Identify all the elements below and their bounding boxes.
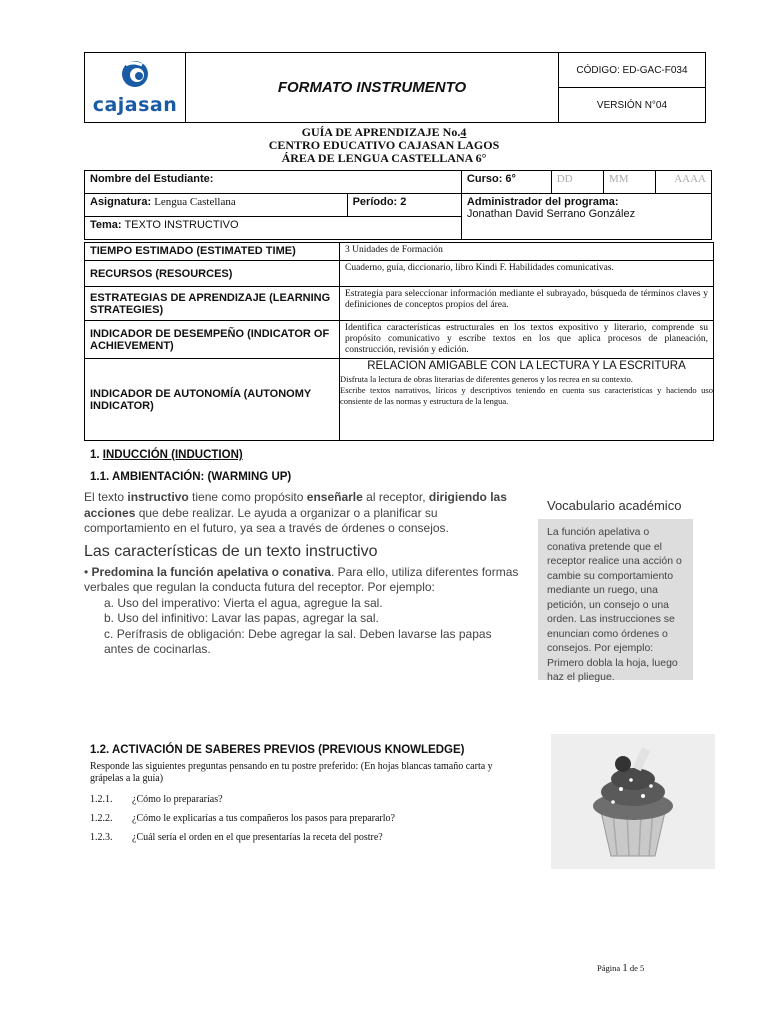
subject-value: Lengua Castellana [154, 196, 236, 208]
topic-cell [85, 217, 462, 240]
guide-title [0, 126, 768, 139]
code-label: CÓDIGO: ED-GAC-F034 [559, 53, 706, 88]
subject-label: Asignatura: [90, 196, 152, 208]
version-label: VERSIÓN N°04 [559, 88, 706, 123]
page-current: 1 [622, 962, 628, 974]
question-2: 1.2.2. ¿Cómo le explicarías a tus compañeros los pasos para prepararlo? [90, 813, 395, 824]
induction-number: 1. [90, 449, 100, 461]
guide-info-table [84, 242, 714, 441]
strategies-label: ESTRATEGIAS DE APRENDIZAJE (LEARNING STRATEGIES) [85, 287, 340, 321]
strategies-value: Estrategia para seleccionar información mediante el subrayado, búsqueda de términos claves y definiciones de conceptos propios del área. [340, 287, 714, 321]
textbook-heading: Las características de un texto instructivo [84, 542, 378, 560]
textbook-bullet: • Predomina la función apelativa o conativa. Para ello, utiliza diferentes formas verbales que regulan la conducta futura del receptor. Por ejemplo: [84, 564, 519, 594]
resources-label: RECURSOS (RESOURCES) [85, 261, 340, 287]
document-header [84, 52, 706, 123]
vocabulary-body: La función apelativa o conativa pretende que el receptor realice una acción o cambie su comportamiento mediante un ruego, una petición, un consejo o una orden. Las instrucciones se enuncian como órdenes o consejos. Por ejemplo: Primero dobla la hoja, luego haz el pliegue. [547, 526, 682, 683]
page-total: de 5 [629, 963, 645, 973]
year-field[interactable]: AAAA [656, 171, 712, 194]
autonomy-heading: RELACION AMIGABLE CON LA LECTURA Y LA ESCRITURA [367, 360, 686, 372]
resources-value: Cuaderno, guía, diccionario, libro Kindi F. Habilidades comunicativas. [340, 261, 714, 287]
question-1: 1.2.1. ¿Cómo lo prepararías? [90, 794, 223, 805]
autonomy-cell [340, 359, 714, 441]
guide-title-text: GUÍA DE APRENDIZAJE No. [301, 125, 461, 139]
admin-cell [461, 194, 711, 240]
vocabulary-box [538, 494, 693, 683]
logo-cell [85, 53, 186, 123]
period-label: Período: 2 [347, 194, 461, 217]
topic-label: Tema: [90, 219, 122, 231]
vocabulary-title: Vocabulario académico [538, 494, 693, 519]
guide-number: 4 [460, 125, 467, 139]
autonomy-line-1: Disfruta la lectura de obras literarias de diferentes generos y los recrea en su contexto. [340, 374, 633, 384]
cupcake-icon [551, 734, 715, 869]
question-3: 1.2.3. ¿Cuál sería el orden en el que presentarías la receta del postre? [90, 832, 383, 843]
activation-instructions: Responde las siguientes preguntas pensando en tu postre preferido: (En hojas blancas tamaño carta y grápelas a la guía) [90, 761, 493, 784]
school-name: CENTRO EDUCATIVO CAJASAN LAGOS [268, 138, 500, 152]
cajasan-swirl-icon [117, 59, 153, 89]
performance-value: Identifica características estructurales en los textos expositivo y literario, comprende su propósito comunicativo y escribe textos en los que aplica procesos de planeación, construcción, revisión y edición. [340, 321, 714, 359]
warming-heading: 1.1. AMBIENTACIÓN: (WARMING UP) [90, 471, 292, 483]
student-name-label: Nombre del Estudiante: [85, 171, 462, 194]
induction-heading [90, 449, 243, 461]
student-info-table [84, 170, 712, 240]
performance-label: INDICADOR DE DESEMPEÑO (INDICATOR OF ACHIEVEMENT) [85, 321, 340, 359]
cupcake-image [551, 734, 715, 869]
time-value: 3 Unidades de Formación [340, 243, 714, 261]
induction-title: INDUCCIÓN (INDUCTION) [102, 449, 243, 461]
cajasan-logo [85, 59, 185, 116]
month-field[interactable]: MM [603, 171, 655, 194]
format-title: FORMATO INSTRUMENTO [186, 53, 559, 123]
textbook-item-c: c. Perífrasis de obligación: Debe agregar la sal. Deben lavarse las papas antes de cocinarlas. [104, 626, 492, 656]
topic-value: TEXTO INSTRUCTIVO [124, 219, 239, 231]
day-field[interactable]: DD [551, 171, 603, 194]
textbook-excerpt [84, 490, 519, 682]
area-name: ÁREA DE LENGUA CASTELLANA 6° [281, 151, 487, 165]
textbook-intro: El texto instructivo tiene como propósito enseñarle al receptor, dirigiendo las acciones que debe realizar. Le ayuda a organizar o a planificar su comportamiento en el futuro, ya sea a través de órdenes o consejos. [84, 490, 507, 535]
admin-label: Administrador del programa: [466, 196, 619, 208]
course-label: Curso: 6° [461, 171, 551, 194]
autonomy-label: INDICADOR DE AUTONOMÍA (AUTONOMY INDICATOR) [85, 359, 340, 441]
subject-cell [85, 194, 348, 217]
admin-value: Jonathan David Serrano González [466, 208, 636, 220]
logo-text: cajasan [92, 94, 178, 116]
textbook-item-a: a. Uso del imperativo: Vierta el agua, agregue la sal. [104, 595, 383, 610]
textbook-item-b: b. Uso del infinitivo: Lavar las papas, agregar la sal. [104, 611, 379, 625]
page-number [597, 962, 644, 974]
activation-heading: 1.2. ACTIVACIÓN DE SABERES PREVIOS (PREVIOUS KNOWLEDGE) [90, 744, 465, 756]
page-word: Página [597, 963, 621, 973]
time-label: TIEMPO ESTIMADO (ESTIMATED TIME) [85, 243, 340, 261]
autonomy-line-2: Escribe textos narrativos, líricos y descriptivos teniendo en cuenta sus caracteristicas y haciendo uso consiente de las normas y estructura de la lengua. [340, 385, 713, 406]
